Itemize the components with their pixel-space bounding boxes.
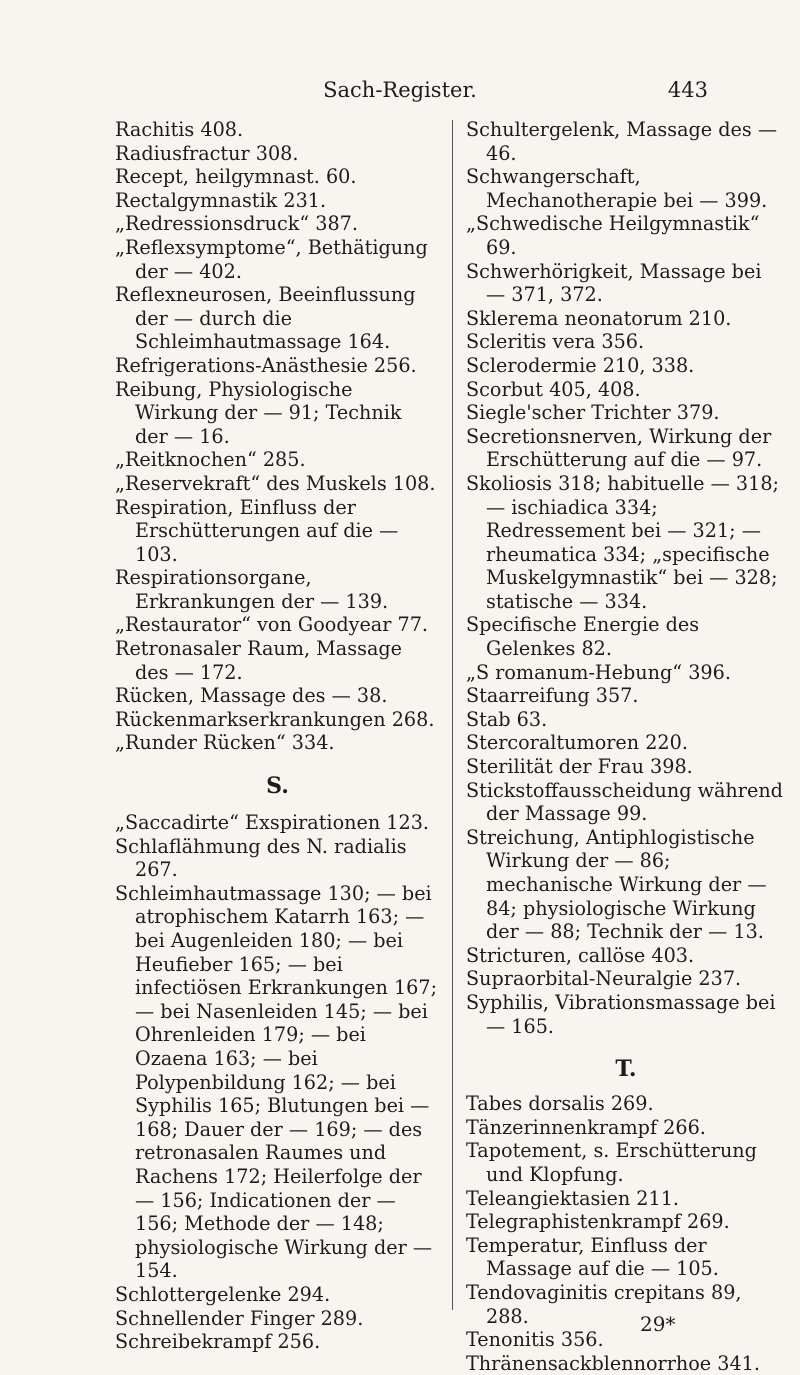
index-entry: Scorbut 405, 408.	[466, 377, 641, 401]
page-header	[0, 78, 800, 112]
index-entry: „Redressionsdruck“ 387.	[115, 212, 358, 236]
index-entry: Streichung, Antiphlogistische Wirkung der — 86; mechanische Wirkung der — 84; physiologische Wirkung der — 88; Technik der — 13.	[466, 825, 767, 944]
index-entry: Tendovaginitis crepitans 89, 288.	[466, 1280, 742, 1328]
index-entry: Rachitis 408.	[115, 118, 244, 141]
index-entry: Telegraphistenkrampf 269.	[466, 1210, 730, 1234]
index-entry: Specifische Energie des Gelenkes 82.	[466, 613, 700, 661]
right-column	[466, 118, 786, 1375]
index-entry: Scleritis vera 356.	[466, 330, 645, 354]
index-entry: Secretionsnerven, Wirkung der Erschütterung auf die — 97.	[466, 424, 772, 472]
running-title: Sach-Register.	[323, 78, 477, 102]
index-entry: Rücken, Massage des — 38.	[115, 684, 388, 708]
index-entry: Schlaflähmung des N. radialis 267.	[115, 834, 407, 882]
index-entry: Supraorbital-Neuralgie 237.	[466, 967, 742, 991]
index-entry: „Runder Rücken“ 334.	[115, 731, 335, 755]
index-entry: „Restaurator“ von Goodyear 77.	[115, 613, 429, 637]
index-entry: „S romanum-Hebung“ 396.	[466, 660, 731, 684]
index-entry: „Reitknochen“ 285.	[115, 448, 306, 472]
section-heading-s: S.	[266, 773, 289, 800]
section-heading-t: T.	[615, 1056, 637, 1083]
index-entry: Rectalgymnastik 231.	[115, 188, 327, 212]
index-entry: Stickstoffausscheidung während der Massage 99.	[466, 778, 783, 826]
index-entry: Reibung, Physiologische Wirkung der — 91; Technik der — 16.	[115, 377, 402, 448]
signature-mark: 29*	[640, 1312, 676, 1336]
index-entry: Schlottergelenke 294.	[115, 1282, 331, 1306]
index-entry: Syphilis, Vibrationsmassage bei — 165.	[466, 990, 776, 1038]
index-entry: „Reservekraft“ des Muskels 108.	[115, 471, 436, 495]
index-entry: Refrigerations-Anästhesie 256.	[115, 353, 417, 377]
index-entry: Respiration, Einfluss der Erschütterungen auf die — 103.	[115, 495, 399, 566]
index-entry: Teleangiektasien 211.	[466, 1186, 680, 1210]
index-entry: Recept, heilgymnast. 60.	[115, 165, 357, 189]
index-entry: Schleimhautmassage 130; — bei atrophischem Katarrh 163; — bei Augenleiden 180; — bei Heufieber 165; — bei infectiösen Erkrankungen 167; — bei Nasenleiden 145; — bei Ohrenleiden 179; — bei Ozaena 163; — bei Polypenbildung 162; — bei Syphilis 165; Blutungen bei — 168; Dauer der — 169; — des retronasalen Raumes und Rachens 172; Heilerfolge der — 156; Indicationen der — 156; Methode der — 148; physiologische Wirkung der — 154.	[115, 881, 438, 1283]
index-entry: Radiusfractur 308.	[115, 141, 299, 165]
index-entry: Temperatur, Einfluss der Massage auf die — 105.	[466, 1233, 719, 1281]
index-entry: Schreibekrampf 256.	[115, 1330, 321, 1354]
index-entry: „Schwedische Heilgymnastik“ 69.	[466, 212, 760, 259]
index-entry: Stercoraltumoren 220.	[466, 731, 688, 755]
index-entry: „Reflexsymptome“, Bethätigung der — 402.	[115, 235, 428, 283]
index-entry: Retronasaler Raum, Massage des — 172.	[115, 637, 403, 684]
index-entry: Sklerema neonatorum 210.	[466, 306, 732, 330]
index-entry: Stab 63.	[466, 707, 548, 731]
index-entry: Tapotement, s. Erschütterung und Klopfung.	[466, 1139, 757, 1186]
index-entry: Sterilität der Frau 398.	[466, 755, 693, 779]
index-entry: Rückenmarkserkrankungen 268.	[115, 707, 435, 731]
left-column	[115, 118, 440, 1354]
index-entry: Respirationsorgane, Erkrankungen der — 139.	[115, 566, 389, 613]
index-entry: Schwerhörigkeit, Massage bei — 371, 372.	[466, 259, 762, 307]
column-divider	[452, 120, 453, 1310]
index-entry: Tänzerinnenkrampf 266.	[466, 1115, 706, 1139]
index-entry: Skoliosis 318; habituelle — 318; — ischiadica 334; Redressement bei — 321; — rheumatica 334; „specifische Muskelgymnastik“ bei — 328; statische — 334.	[466, 471, 780, 613]
index-entry: Reflexneurosen, Beeinflussung der — durch die Schleimhautmassage 164.	[115, 283, 416, 354]
index-entry: „Saccadirte“ Exspirationen 123.	[115, 811, 430, 835]
index-entry: Tabes dorsalis 269.	[466, 1092, 654, 1116]
index-entry: Siegle'scher Trichter 379.	[466, 401, 720, 425]
index-entry: Thränensackblennorrhoe 341.	[466, 1351, 760, 1375]
index-entry: Schnellender Finger 289.	[115, 1306, 364, 1330]
index-entry: Staarreifung 357.	[466, 684, 639, 708]
index-entry: Stricturen, callöse 403.	[466, 943, 695, 967]
page-number: 443	[667, 78, 708, 102]
index-entry: Tenonitis 356.	[466, 1328, 604, 1352]
index-entry: Schwangerschaft, Mechanotherapie bei — 399.	[466, 165, 768, 212]
index-entry: Schultergelenk, Massage des — 46.	[466, 118, 778, 165]
index-entry: Sclerodermie 210, 338.	[466, 353, 695, 377]
